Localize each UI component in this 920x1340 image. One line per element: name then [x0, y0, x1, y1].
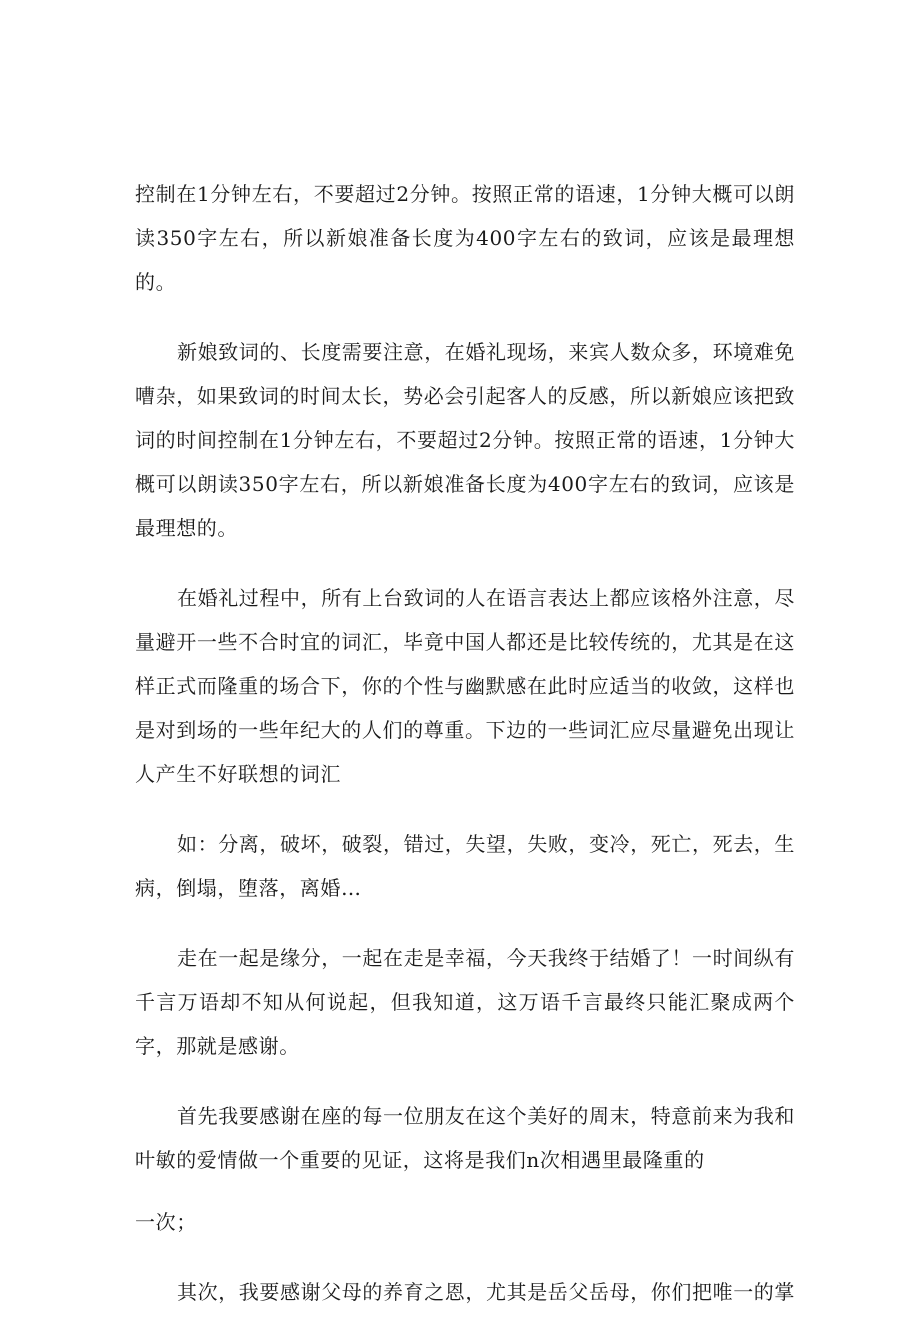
- paragraph-8: 其次，我要感谢父母的养育之恩，尤其是岳父岳母，你们把唯一的掌: [177, 1280, 795, 1304]
- document-body: [135, 172, 795, 1340]
- paragraph-6: 首先我要感谢在座的每一位朋友在这个美好的周末，特意前来为我和叶敏的爱情做一个重要的见证，这将是我们n次相遇里最隆重的: [135, 1104, 795, 1172]
- paragraph-4: 如：分离，破坏，破裂，错过，失望，失败，变冷，死亡，死去，生病，倒塌，堕落，离婚…: [135, 832, 795, 900]
- paragraph-3: 在婚礼过程中，所有上台致词的人在语言表达上都应该格外注意，尽量避开一些不合时宜的词汇，毕竟中国人都还是比较传统的，尤其是在这样正式而隆重的场合下，你的个性与幽默感在此时应适当的收敛，这样也是对到场的一些年纪大的人们的尊重。下边的一些词汇应尽量避免出现让人产生不好联想的词汇: [135, 586, 795, 786]
- paragraph-1: 控制在1分钟左右，不要超过2分钟。按照正常的语速，1分钟大概可以朗读350字左右，所以新娘准备长度为400字左右的致词，应该是最理想的。: [135, 182, 795, 294]
- paragraph-5: 走在一起是缘分，一起在走是幸福，今天我终于结婚了！一时间纵有千言万语却不知从何说起，但我知道，这万语千言最终只能汇聚成两个字，那就是感谢。: [135, 946, 795, 1058]
- paragraph-2: 新娘致词的、长度需要注意，在婚礼现场，来宾人数众多，环境难免嘈杂，如果致词的时间太长，势必会引起客人的反感，所以新娘应该把致词的时间控制在1分钟左右，不要超过2分钟。按照正常的语速，1分钟大概可以朗读350字左右，所以新娘准备长度为400字左右的致词，应该是最理想的。: [135, 340, 795, 540]
- paragraph-7: 一次；: [135, 1210, 197, 1234]
